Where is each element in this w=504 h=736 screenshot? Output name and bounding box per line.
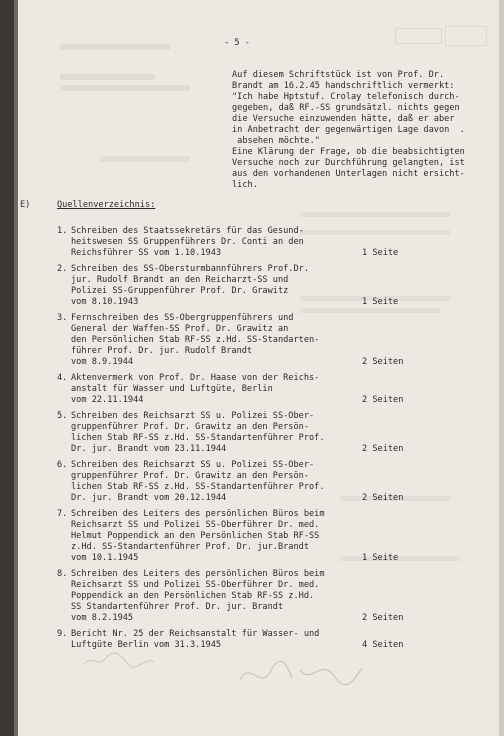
- source-line: Helmut Poppendick an den Persönlichen Stab RF-SS: [71, 531, 320, 541]
- handwritten-signature-mark: [230, 650, 370, 695]
- source-line: Poppendick an den Persönlichen Stab RF-SS z.Hd.: [71, 591, 315, 601]
- source-line: SS Standartenführer Prof. Dr. jur. Brandt: [71, 602, 284, 612]
- note-line: Auf diesem Schriftstück ist von Prof. Dr.: [232, 70, 445, 80]
- source-line: vom 8.2.1945: [71, 613, 134, 623]
- source-line: General der Waffen-SS Prof. Dr. Grawitz an: [71, 324, 289, 334]
- source-line: jur. Rudolf Brandt an den Reicharzt-SS und: [71, 275, 289, 285]
- clarification-line: aus den vorhandenen Unterlagen nicht ersicht-: [232, 169, 465, 179]
- source-line: Schreiben des SS-Obersturmbannführers Prof.Dr.: [71, 264, 309, 274]
- source-line: vom 10.1.1945: [71, 553, 139, 563]
- source-line: Dr. jur. Brandt vom 23.11.1944: [71, 444, 227, 454]
- source-line: Schreiben des Leiters des persönlichen Büros beim: [71, 509, 325, 519]
- source-line: Schreiben des Reichsarzt SS u. Polizei SS-Ober-: [71, 460, 315, 470]
- source-line: Luftgüte Berlin vom 31.3.1945: [71, 640, 222, 650]
- source-line: Reichsarzt SS und Polizei SS-Oberführer Dr. med.: [71, 580, 320, 590]
- page-number: - 5 -: [224, 38, 250, 48]
- note-line: Brandt am 16.2.45 handschriftlich vermerkt:: [232, 81, 455, 91]
- source-line: heitswesen SS Gruppenführers Dr. Conti an den: [71, 237, 304, 247]
- source-number: 8.: [57, 569, 68, 579]
- source-line: Reichsführer SS vom 1.10.1943: [71, 248, 222, 258]
- note-line: gegeben, daß RF.-SS grundsätzl. nichts gegen: [232, 103, 460, 113]
- page-right-edge: [499, 0, 504, 736]
- source-line: Polizei SS-Gruppenführer Prof. Dr. Grawitz: [71, 286, 289, 296]
- source-line: Fernschreiben des SS-Obergruppenführers und: [71, 313, 294, 323]
- source-line: vom 8.9.1944: [71, 357, 134, 367]
- source-number: 1.: [57, 226, 68, 236]
- source-line: Aktenvermerk von Prof. Dr. Haase von der Reichs-: [71, 373, 320, 383]
- source-line: gruppenführer Prof. Dr. Grawitz an den Persön-: [71, 471, 309, 481]
- source-number: 4.: [57, 373, 68, 383]
- source-line: führer Prof. Dr. jur. Rudolf Brandt: [71, 346, 253, 356]
- section-heading: Quellenverzeichnis:: [57, 200, 156, 210]
- source-line: anstalt für Wasser und Luftgüte, Berlin: [71, 384, 273, 394]
- binding-edge: [0, 0, 14, 736]
- source-line: Schreiben des Reichsarzt SS u. Polizei SS-Ober-: [71, 411, 315, 421]
- source-line: lichen Stab RF-SS z.Hd. SS-Standartenführer Prof.: [71, 433, 325, 443]
- source-number: 5.: [57, 411, 68, 421]
- faint-handwriting-mark: [80, 650, 160, 670]
- clarification-line: lich.: [232, 180, 258, 190]
- source-pages: 1 Seite: [362, 297, 399, 307]
- source-line: Dr. jur. Brandt vom 20.12.1944: [71, 493, 227, 503]
- note-line: "Ich habe Hptstuf. Crolay telefonisch durch-: [232, 92, 460, 102]
- binding-shadow: [14, 0, 18, 736]
- source-pages: 2 Seiten: [362, 613, 404, 623]
- source-pages: 4 Seiten: [362, 640, 404, 650]
- source-line: z.Hd. SS-Standartenführer Prof. Dr. jur.Brandt: [71, 542, 309, 552]
- source-number: 6.: [57, 460, 68, 470]
- note-line: absehen möchte.": [232, 136, 320, 146]
- section-letter: E): [20, 200, 31, 210]
- source-line: Schreiben des Leiters des persönlichen Büros beim: [71, 569, 325, 579]
- source-line: lichen Stab RF-SS z.Hd. SS-Standartenführer Prof.: [71, 482, 325, 492]
- note-line: die Versuche einzuwenden hätte, daß er aber: [232, 114, 455, 124]
- source-line: Reichsarzt SS und Polizei SS-Oberführer Dr. med.: [71, 520, 320, 530]
- source-pages: 1 Seite: [362, 553, 399, 563]
- source-line: Schreiben des Staatssekretärs für das Gesund-: [71, 226, 304, 236]
- note-line: in Anbetracht der gegenwärtigen Lage davon .: [232, 125, 465, 135]
- source-pages: 2 Seiten: [362, 395, 404, 405]
- source-number: 9.: [57, 629, 68, 639]
- source-line: vom 8.10.1943: [71, 297, 139, 307]
- clarification-line: Versuche noch zur Durchführung gelangten, ist: [232, 158, 465, 168]
- source-pages: 2 Seiten: [362, 357, 404, 367]
- source-pages: 1 Seite: [362, 248, 399, 258]
- source-line: Bericht Nr. 25 der Reichsanstalt für Wasser- und: [71, 629, 320, 639]
- source-number: 3.: [57, 313, 68, 323]
- source-number: 2.: [57, 264, 68, 274]
- source-number: 7.: [57, 509, 68, 519]
- clarification-line: Eine Klärung der Frage, ob die beabsichtigten: [232, 147, 465, 157]
- source-line: vom 22.11.1944: [71, 395, 144, 405]
- source-pages: 2 Seiten: [362, 444, 404, 454]
- source-line: gruppenführer Prof. Dr. Grawitz an den Persön-: [71, 422, 309, 432]
- source-pages: 2 Seiten: [362, 493, 404, 503]
- source-line: den Persönlichen Stab RF-SS z.Hd. SS-Standarten-: [71, 335, 320, 345]
